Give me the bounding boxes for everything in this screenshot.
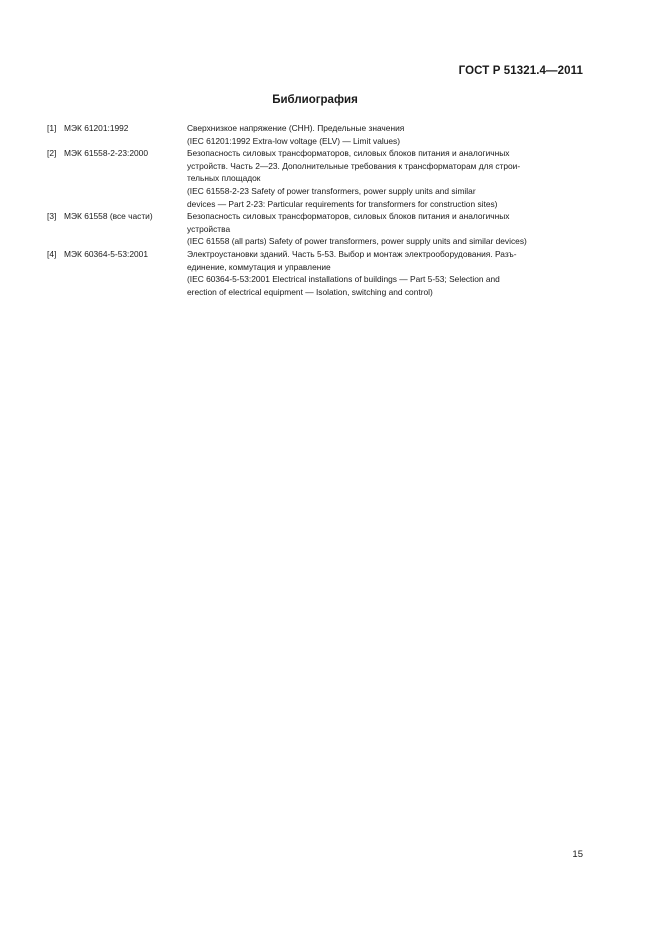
entry-line: Безопасность силовых трансформаторов, силовых блоков питания и аналогичных: [187, 211, 510, 222]
page-number: 15: [572, 849, 583, 860]
entry-line: устройств. Часть 2—23. Дополнительные требования к трансформаторам для строи-: [187, 160, 521, 171]
page-title: Библиография: [272, 94, 358, 106]
entry-description: [187, 248, 583, 298]
bibliography-entry: [47, 248, 583, 298]
entry-description: [187, 210, 583, 248]
entry-number: [1]: [47, 123, 57, 133]
entry-line: (IEC 61558 (all parts) Safety of power transformers, power supply units and similar devices): [187, 236, 527, 247]
entry-line: Сверхнизкое напряжение (СНН). Предельные значения: [187, 123, 405, 133]
entry-standard-code: МЭК 61558 (все части): [64, 211, 153, 222]
entry-standard-code: МЭК 61201:1992: [64, 123, 129, 133]
entry-line: устройства: [187, 223, 231, 234]
bibliography-list: [47, 122, 583, 298]
entry-line: единение, коммутация и управление: [187, 261, 331, 272]
entry-number: [3]: [47, 211, 57, 222]
entry-line: devices — Part 2-23: Particular requirements for transformers for construction sites): [187, 198, 498, 209]
entry-line: (IEC 61201:1992 Extra-low voltage (ELV) — Limit values): [187, 135, 401, 146]
bibliography-entry: [47, 122, 583, 147]
entry-description: [187, 147, 583, 210]
entry-line: Безопасность силовых трансформаторов, силовых блоков питания и аналогичных: [187, 148, 510, 159]
entry-line: тельных площадок: [187, 173, 261, 184]
entry-number: [4]: [47, 248, 57, 259]
entry-line: Электроустановки зданий. Часть 5-53. Выбор и монтаж электрооборудования. Разъ-: [187, 248, 517, 259]
entry-line: (IEC 60364-5-53:2001 Electrical installations of buildings — Part 5-53; Selection and: [187, 274, 500, 285]
entry-standard-code: МЭК 60364-5-53:2001: [64, 248, 148, 259]
entry-line: erection of electrical equipment — Isolation, switching and control): [187, 286, 433, 297]
document-code: ГОСТ Р 51321.4—2011: [458, 65, 583, 77]
entry-line: (IEC 61558-2-23 Safety of power transformers, power supply units and similar: [187, 185, 476, 196]
bibliography-entry: [47, 210, 583, 248]
entry-standard-code: МЭК 61558-2-23:2000: [64, 148, 148, 159]
bibliography-entry: [47, 147, 583, 210]
entry-description: [187, 122, 583, 147]
entry-number: [2]: [47, 148, 57, 159]
